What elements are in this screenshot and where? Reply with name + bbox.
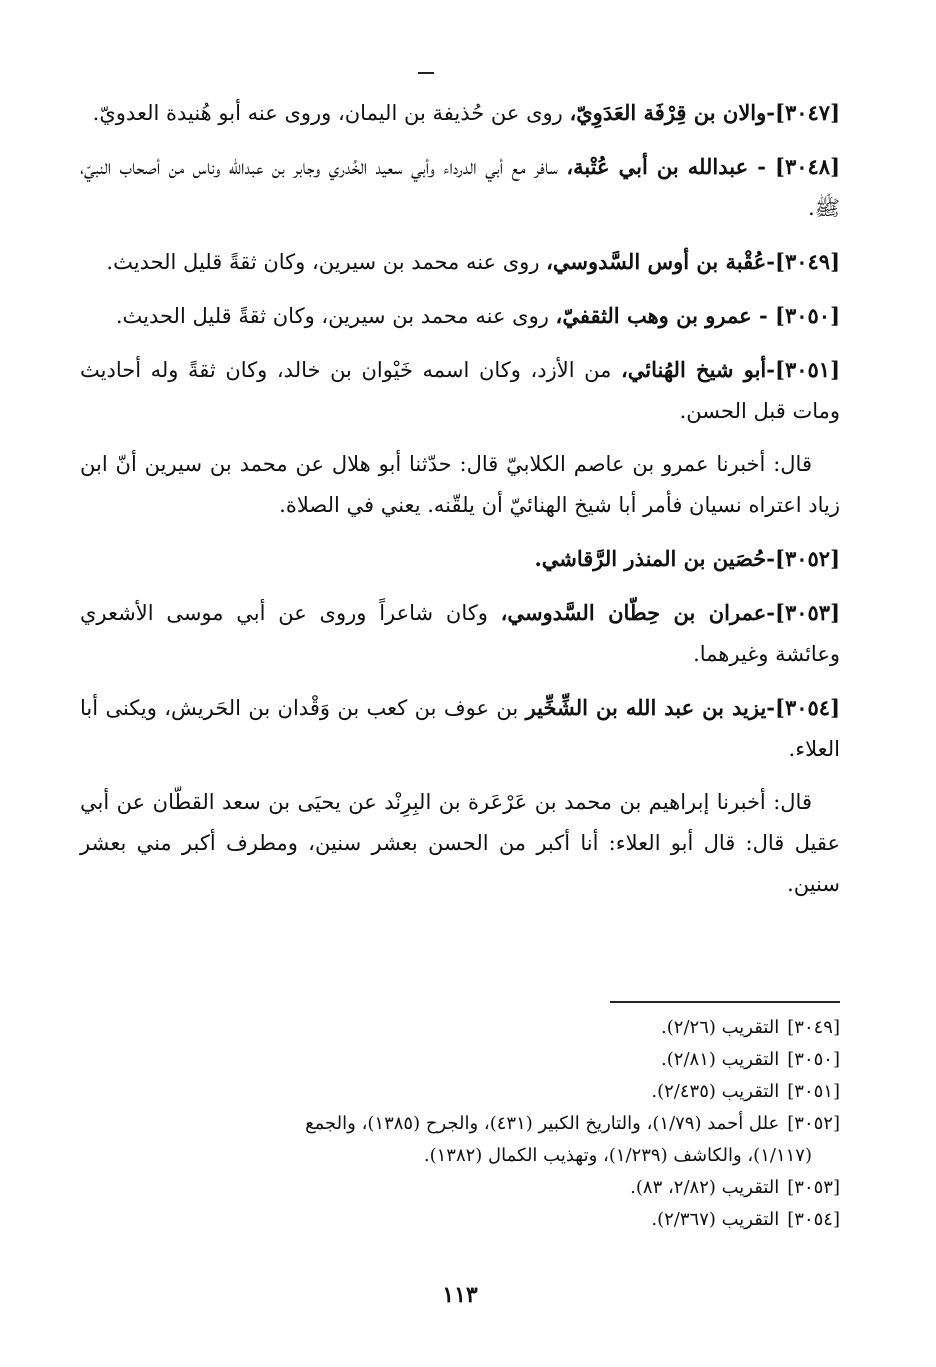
entry-text: وكان شاعراً وروى عن أبي موسى الأشعري وعائشة وغيرهما.	[80, 601, 840, 666]
entry-number: [٣٠٥٢]-	[766, 546, 840, 571]
entry-name: عبدالله بن أبي عُتْبة،	[566, 154, 758, 179]
footnote	[80, 1204, 840, 1236]
entry-number: [٣٠٤٧]-	[766, 100, 840, 125]
footnote	[80, 1012, 840, 1044]
entry-name: حُصَين بن المنذر الرَّقاشي.	[534, 546, 767, 571]
footnote	[80, 1076, 840, 1108]
entry-3050	[80, 295, 840, 337]
footnote-number: [٣٠٥٤]	[787, 1209, 840, 1230]
entry-3048	[80, 146, 840, 229]
top-dash-mark	[418, 72, 434, 74]
entry-number: [٣٠٥٣]-	[766, 600, 840, 625]
entry-number: [٣٠٤٩]-	[766, 249, 840, 274]
narration-paragraph-2: قال: أخبرنا إبراهيم بن محمد بن عَرْعَرة بن البِرِنْد عن يحيَى بن سعد القطّان عن أبي عقيل قال: قال أبو العلاء: أنا أكبر من الحسن بعشر سنين، ومطرف أكبر مني بعشر سنين.	[80, 790, 840, 896]
footnote-number: [٣٠٥٣]	[787, 1177, 840, 1198]
footnote-text: التقريب (٢/٤٣٥).	[651, 1081, 780, 1102]
footnote	[80, 1108, 840, 1140]
footnote-text: (١/١١٧)، والكاشف (١/٢٣٩)، وتهذيب الكمال (١٣٨٢).	[423, 1145, 812, 1166]
entry-text: روى عنه محمد بن سيرين، وكان ثقةً قليل الحديث.	[115, 304, 556, 328]
footnote-number: [٣٠٥١]	[787, 1081, 840, 1102]
entry-3049	[80, 241, 840, 283]
page-number: ١١٣	[442, 1282, 478, 1308]
footnote-number: [٣٠٥٢]	[787, 1113, 840, 1134]
footnote-text: التقريب (٢/٣٦٧).	[651, 1209, 780, 1230]
footnote-text: التقريب (٢/٨٢، ٨٣).	[630, 1177, 780, 1198]
entry-text: من الأزد، وكان اسمه خَيْوان بن خالد، وكان ثقةً وله أحاديث ومات قبل الحسن.	[80, 358, 840, 423]
entry-text: روى عنه محمد بن سيرين، وكان ثقةً قليل الحديث.	[106, 250, 547, 274]
footnote-text: التقريب (٢/٨١).	[661, 1049, 780, 1070]
entry-number: [٣٠٥٤]-	[766, 695, 841, 720]
entry-name: يزيد بن عبد الله بن الشِّخِّير	[525, 695, 767, 720]
entry-name: عُقْبة بن أوس السَّدوسي،	[546, 249, 767, 274]
footnote-divider	[610, 1001, 840, 1003]
footnote	[80, 1172, 840, 1204]
footnote-number: [٣٠٤٩]	[787, 1017, 840, 1038]
footnote-number: [٣٠٥٠]	[787, 1049, 840, 1070]
entry-3051	[80, 349, 840, 432]
entry-3052	[80, 538, 840, 580]
footnote-text: علل أحمد (١/٧٩)، والتاريخ الكبير (٤٣١)، والجرح (١٣٨٥)، والجمع	[305, 1113, 780, 1134]
entry-text: روى عن حُذيفة بن اليمان، وروى عنه أبو هُنيدة العدويّ.	[92, 101, 570, 125]
entry-name: أبو شيخ الهُنائي،	[621, 357, 767, 382]
footnote	[80, 1044, 840, 1076]
entry-name: عمرو بن وهب الثقفيّ،	[555, 303, 759, 328]
entry-name: والان بن قِرْفَة العَدَوِيّ،	[569, 100, 767, 125]
entry-number: [٣٠٥٠] -	[758, 303, 840, 328]
entry-name: عمران بن حِطّان السَّدوسي،	[500, 600, 767, 625]
document-page	[80, 60, 840, 1320]
entry-text: سافر مع أبي الدرداء وأبي سعيد الخُدري وجابر بن عبدالله وناس من أصحاب النبيّ، ﷺ.	[80, 155, 840, 220]
footnotes	[80, 1012, 840, 1236]
entry-number: [٣٠٤٨] -	[757, 154, 841, 179]
entry-text: بن عوف بن كعب بن وَقْدان بن الحَريش، ويكنى أبا العلاء.	[80, 696, 840, 761]
entry-3054	[80, 687, 840, 770]
footnote-text: التقريب (٢/٢٦).	[661, 1017, 780, 1038]
narration-paragraph-1: قال: أخبرنا عمرو بن عاصم الكلابيّ قال: حدّثنا أبو هلال عن محمد بن سيرين أنّ ابن زياد اعتراه نسيان فأمر أبا شيخ الهنائيّ أن يلقّنه. يعني في الصلاة.	[80, 452, 840, 517]
main-text	[80, 92, 840, 917]
entry-number: [٣٠٥١]-	[766, 357, 840, 382]
entry-3047	[80, 92, 840, 134]
entry-3053	[80, 592, 840, 675]
footnote-continuation	[80, 1140, 840, 1172]
